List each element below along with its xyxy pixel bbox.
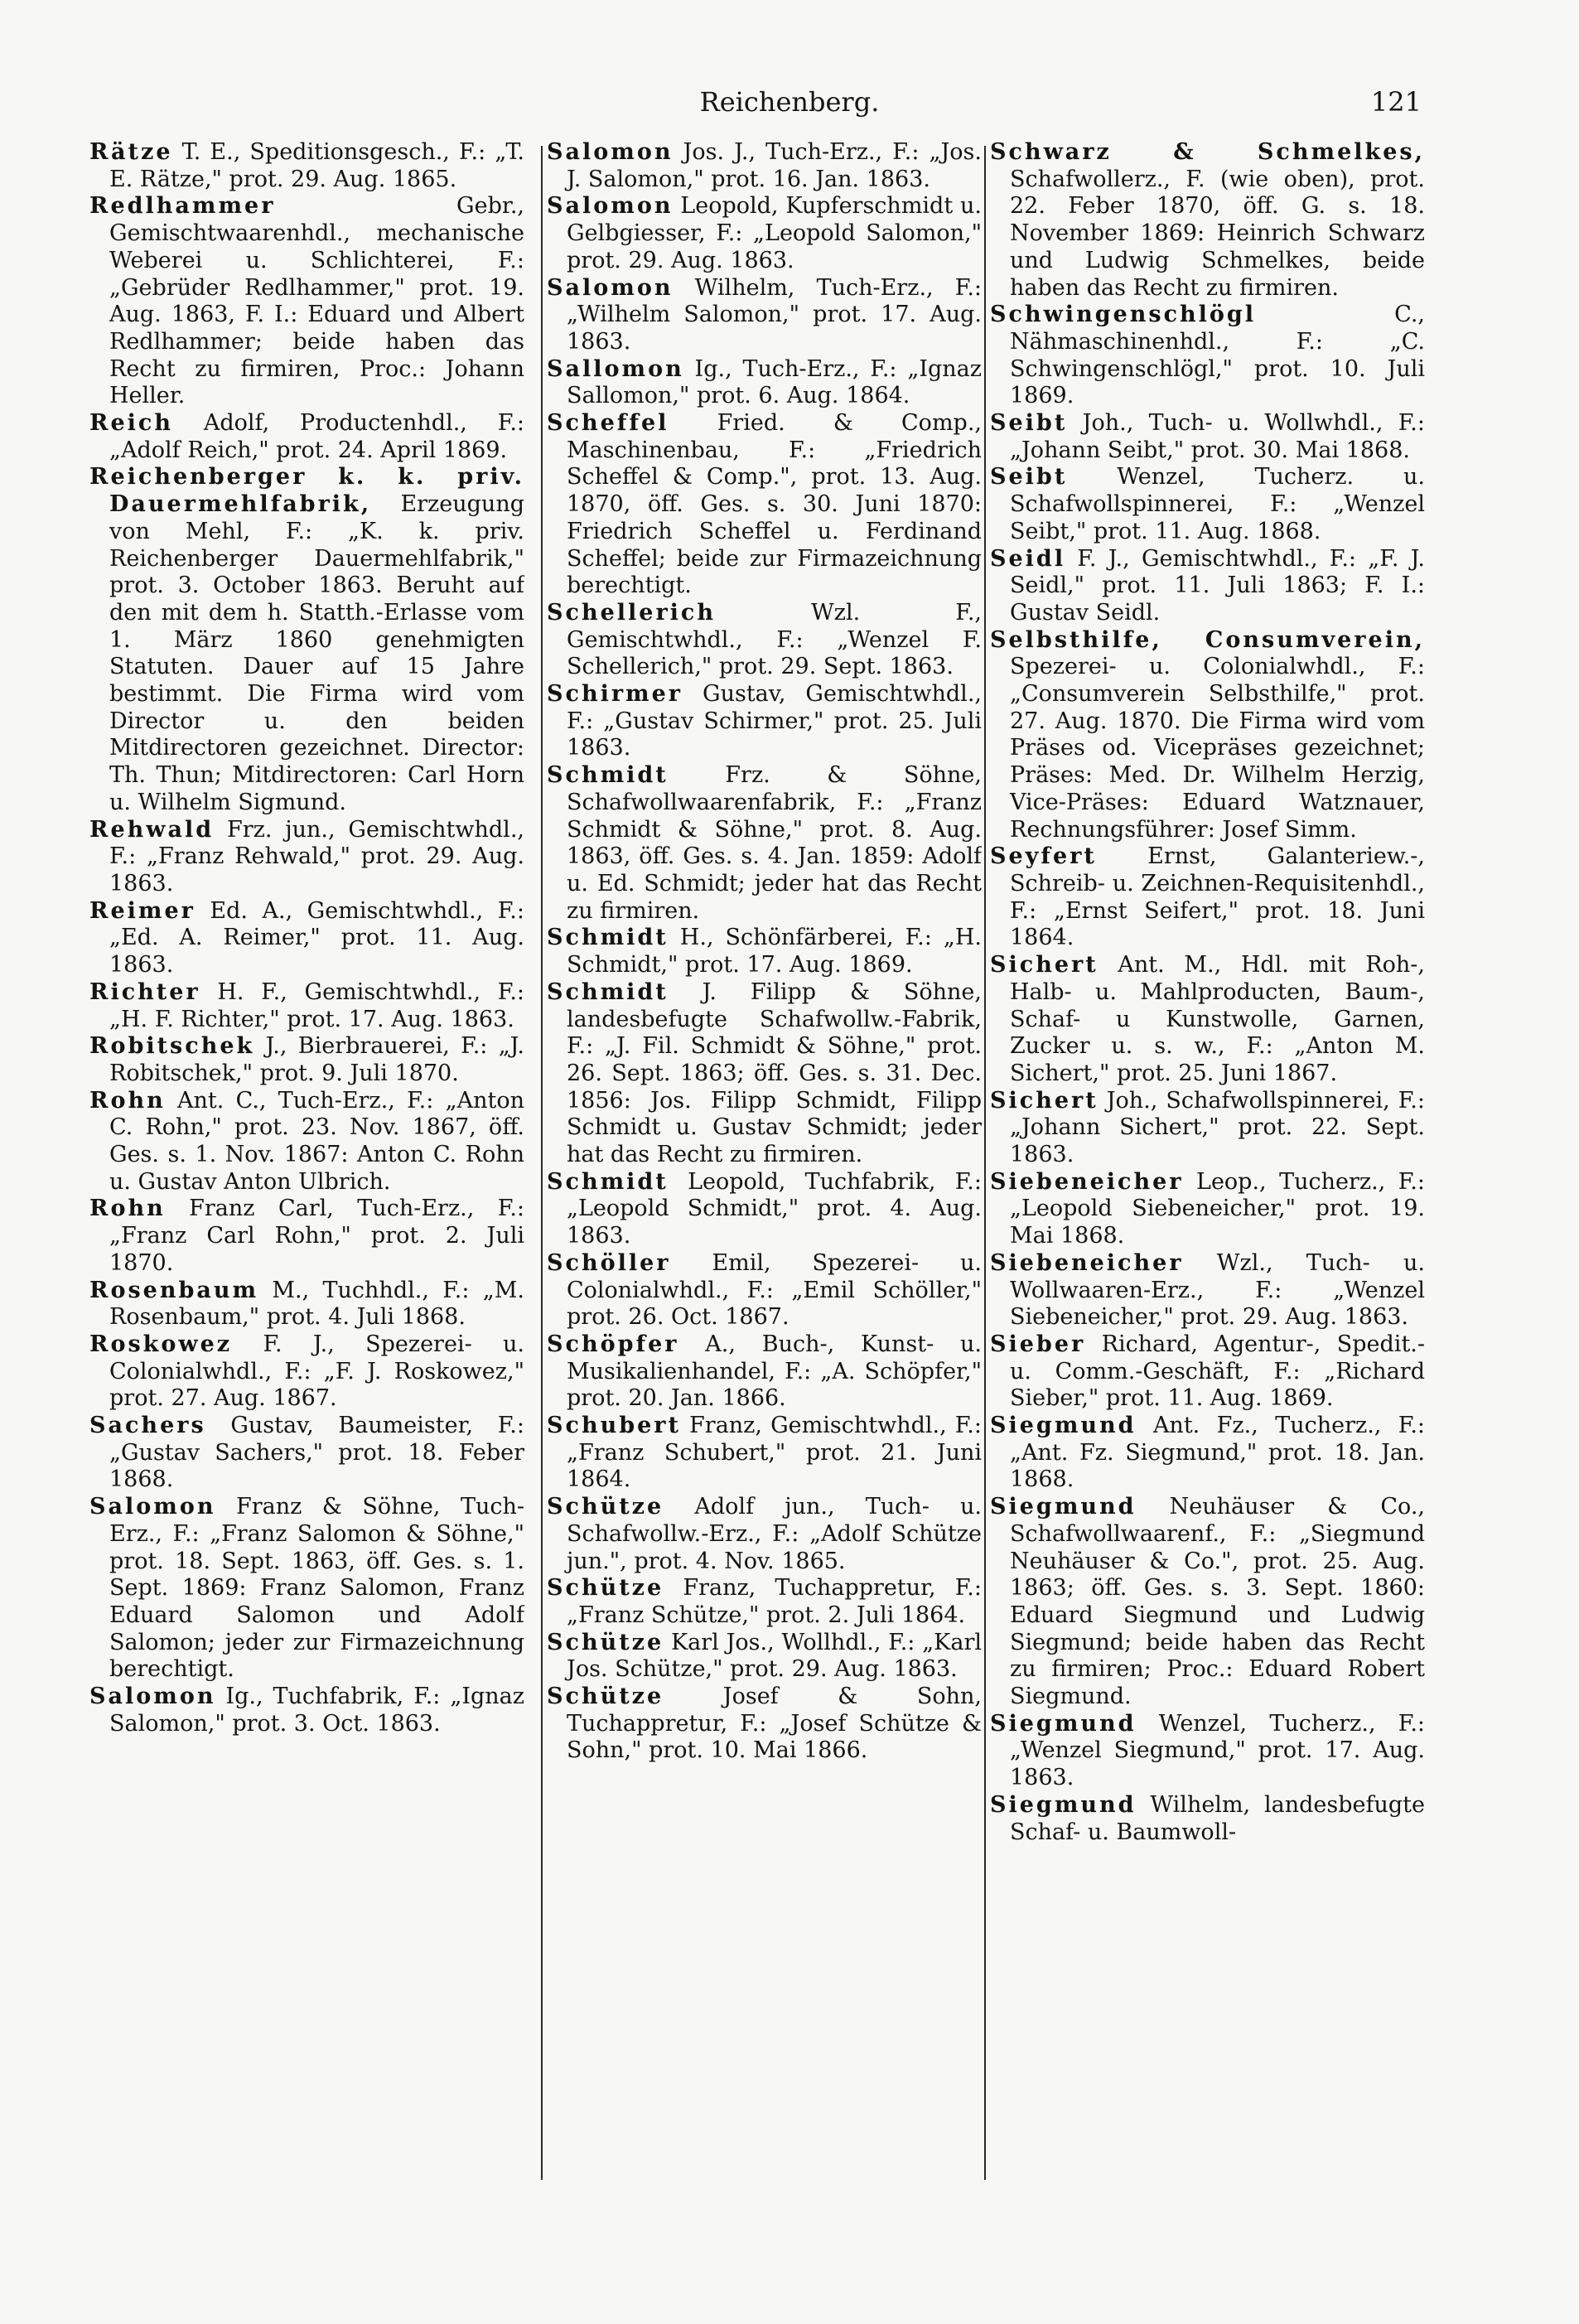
entry-name: Sichert bbox=[990, 1087, 1099, 1114]
directory-entry bbox=[990, 139, 1425, 302]
entry-text: Schafwollerz., F. (wie oben), prot. 22. Feber 1870, öff. G. s. 18. November 1869: Heinrich Schwarz und Ludwig Schmelkes, beide haben das Recht zu firmiren. bbox=[1010, 166, 1425, 301]
entry-name: Roskowez bbox=[89, 1331, 233, 1357]
directory-entry bbox=[89, 410, 524, 464]
entry-text: A., Buch-, Kunst- u. Musikalienhandel, F.: „A. Schöpfer," prot. 20. Jan. 1866. bbox=[567, 1331, 982, 1412]
directory-entry bbox=[89, 979, 524, 1033]
directory-entry bbox=[547, 979, 982, 1169]
entry-text: Leopold, Kupferschmidt u. Gelbgiesser, F.: „Leopold Salomon," prot. 29. Aug. 1863. bbox=[567, 193, 982, 273]
entry-name: Sichert bbox=[990, 952, 1099, 978]
directory-entry bbox=[89, 464, 524, 816]
directory-entry bbox=[547, 600, 982, 681]
entry-name: Reichenberger k. k. priv. Dauermehlfabrik, bbox=[89, 464, 524, 518]
entry-text: Ant. Fz., Tucherz., F.: „Ant. Fz. Siegmund," prot. 18. Jan. 1868. bbox=[1010, 1413, 1425, 1493]
entry-text: Josef & Sohn, Tuchappretur, F.: „Josef Schütze & Sohn," prot. 10. Mai 1866. bbox=[567, 1684, 982, 1764]
directory-entry bbox=[547, 1684, 982, 1765]
directory-entry bbox=[89, 1033, 524, 1087]
entry-text: F. J., Gemischtwhdl., F.: „F. J. Seidl," prot. 11. Juli 1863; F. I.: Gustav Seidl. bbox=[1010, 545, 1425, 626]
entry-name: Siegmund bbox=[990, 1791, 1137, 1818]
entry-name: Rosenbaum bbox=[89, 1277, 259, 1303]
entry-name: Schmidt bbox=[547, 978, 669, 1005]
directory-entry bbox=[990, 627, 1425, 844]
entry-name: Scheffel bbox=[547, 410, 669, 437]
directory-entry bbox=[990, 1169, 1425, 1250]
entry-text: Neuhäuser & Co., Schafwollwaarenf., F.: „Siegmund Neuhäuser & Co.", prot. 25. Aug. 1863; öff. Ges. s. 3. Sept. 1860: Eduard Siegmund und Ludwig Siegmund; beide haben das Recht zu firmiren; Proc.: Eduard Robert Siegmund. bbox=[1010, 1494, 1425, 1710]
directory-entry bbox=[990, 1792, 1425, 1846]
entry-name: Schwarz & Schmelkes, bbox=[990, 139, 1425, 165]
directory-entry bbox=[990, 1494, 1425, 1711]
column-2 bbox=[547, 139, 982, 2186]
entry-text: Wenzel, Tucherz., F.: „Wenzel Siegmund," prot. 17. Aug. 1863. bbox=[1010, 1710, 1425, 1791]
entry-text: Jos. J., Tuch-Erz., F.: „Jos. J. Salomon," prot. 16. Jan. 1863. bbox=[567, 139, 982, 192]
directory-entry bbox=[547, 681, 982, 762]
entry-text: H. F., Gemischtwhdl., F.: „H. F. Richter," prot. 17. Aug. 1863. bbox=[109, 978, 524, 1032]
entry-text: Franz, Tuchappretur, F.: „Franz Schütze," prot. 2. Juli 1864. bbox=[567, 1575, 982, 1628]
column-divider bbox=[984, 146, 986, 2180]
entry-name: Rehwald bbox=[89, 816, 215, 843]
directory-entry bbox=[990, 1711, 1425, 1792]
entry-name: Siebeneicher bbox=[990, 1249, 1184, 1276]
entry-text: Gebr., Gemischtwaarenhdl., mechanische Weberei u. Schlichterei, F.: „Gebrüder Redlhammer," prot. 19. Aug. 1863, F. I.: Eduard und Albert Redlhammer; beide haben das Recht zu firmiren, Proc.: Johann Heller. bbox=[109, 193, 524, 409]
directory-entry bbox=[547, 275, 982, 356]
directory-entry bbox=[89, 193, 524, 410]
entry-name: Salomon bbox=[89, 1684, 216, 1710]
entry-text: Ig., Tuch-Erz., F.: „Ignaz Sallomon," prot. 6. Aug. 1864. bbox=[567, 355, 982, 409]
entry-text: Erzeugung von Mehl, F.: „K. k. priv. Reichenberger Dauermehlfabrik," prot. 3. October 1863. Beruht auf den mit dem h. Statth.-Erlasse vom 1. März 1860 genehmigten Statuten. Dauer auf 15 Jahre bestimmt. Die Firma wird vom Director u. den beiden Mitdirectoren gezeichnet. Director: Th. Thun; Mitdirectoren: Carl Horn u. Wilhelm Sigmund. bbox=[109, 491, 524, 815]
directory-entry bbox=[547, 1331, 982, 1413]
entry-text: Fried. & Comp., Maschinenbau, F.: „Friedrich Scheffel & Comp.", prot. 13. Aug. 1870, öff. Ges. s. 30. Juni 1870: Friedrich Scheffel u. Ferdinand Scheffel; beide zur Firmazeichnung berechtigt. bbox=[567, 410, 982, 599]
entry-name: Siebeneicher bbox=[990, 1168, 1184, 1195]
entry-text: F. J., Spezerei- u. Colonialwhdl., F.: „F. J. Roskowez," prot. 27. Aug. 1867. bbox=[109, 1331, 524, 1412]
entry-text: Frz. & Söhne, Schafwollwaarenfabrik, F.: „Franz Schmidt & Söhne," prot. 8. Aug. 1863, öff. Ges. s. 4. Jan. 1859: Adolf u. Ed. Schmidt; jeder hat das Recht zu firmiren. bbox=[567, 762, 982, 924]
entry-name: Salomon bbox=[547, 193, 674, 220]
page-title: Reichenberg. bbox=[699, 86, 880, 118]
entry-name: Salomon bbox=[547, 274, 674, 301]
directory-entry bbox=[547, 1494, 982, 1575]
entry-name: Reimer bbox=[89, 897, 196, 924]
entry-name: Rohn bbox=[89, 1087, 166, 1114]
directory-entry bbox=[990, 843, 1425, 952]
entry-name: Schirmer bbox=[547, 681, 683, 708]
entry-text: Adolf, Productenhdl., F.: „Adolf Reich," prot. 24. April 1869. bbox=[109, 410, 524, 463]
entry-name: Richter bbox=[89, 978, 200, 1005]
entry-name: Schubert bbox=[547, 1413, 681, 1439]
directory-entry bbox=[547, 1630, 982, 1684]
entry-name: Salomon bbox=[89, 1494, 216, 1520]
entry-name: Sachers bbox=[89, 1413, 206, 1439]
directory-entry bbox=[547, 762, 982, 925]
entry-text: Frz. jun., Gemischtwhdl., F.: „Franz Rehwald," prot. 29. Aug. 1863. bbox=[109, 816, 524, 896]
entry-name: Seibt bbox=[990, 464, 1068, 490]
entry-text: Wzl. F., Gemischtwhdl., F.: „Wenzel F. Schellerich," prot. 29. Sept. 1863. bbox=[567, 599, 982, 680]
column-3 bbox=[990, 139, 1425, 2186]
directory-entry bbox=[89, 898, 524, 979]
entry-text: T. E., Speditionsgesch., F.: „T. E. Rätze," prot. 29. Aug. 1865. bbox=[109, 139, 524, 192]
entry-name: Seyfert bbox=[990, 843, 1097, 870]
entry-text: Wilhelm, landesbefugte Schaf- u. Baumwoll- bbox=[1010, 1791, 1425, 1845]
directory-entry bbox=[990, 1250, 1425, 1331]
entry-text: Spezerei- u. Colonialwhdl., F.: „Consumverein Selbsthilfe," prot. 27. Aug. 1870. Die Firma wird vom Präses od. Vicepräses gezeichnet; Präses: Med. Dr. Wilhelm Herzig, Vice-Präses: Eduard Watznauer, Rechnungsführer: Josef Simm. bbox=[1010, 654, 1425, 843]
entry-name: Rätze bbox=[89, 139, 173, 165]
entry-text: Ed. A., Gemischtwhdl., F.: „Ed. A. Reimer," prot. 11. Aug. 1863. bbox=[109, 897, 524, 978]
directory-entry bbox=[547, 193, 982, 274]
entry-name: Robitschek bbox=[89, 1033, 255, 1060]
entry-text: Richard, Agentur-, Spedit.- u. Comm.-Geschäft, F.: „Richard Sieber," prot. 11. Aug. 1869. bbox=[1010, 1331, 1425, 1412]
entry-name: Schwingenschlögl bbox=[990, 302, 1257, 328]
entry-text: Adolf jun., Tuch- u. Schafwollw.-Erz., F.: „Adolf Schütze jun.", prot. 4. Nov. 1865. bbox=[567, 1494, 982, 1574]
entry-text: Franz & Söhne, Tuch-Erz., F.: „Franz Salomon & Söhne," prot. 18. Sept. 1863, öff. Ges. s. 1. Sept. 1869: Franz Salomon, Franz Eduard Salomon und Adolf Salomon; jeder zur Firmazeichnung berechtigt. bbox=[109, 1494, 524, 1683]
directory-entry bbox=[89, 1413, 524, 1494]
entry-text: Gustav, Gemischtwhdl., F.: „Gustav Schirmer," prot. 25. Juli 1863. bbox=[567, 681, 982, 761]
directory-entry bbox=[89, 1331, 524, 1413]
directory-entry bbox=[990, 1413, 1425, 1494]
entry-text: Joh., Tuch- u. Wollwhdl., F.: „Johann Seibt," prot. 30. Mai 1868. bbox=[1010, 410, 1425, 463]
entry-text: Wzl., Tuch- u. Wollwaaren-Erz., F.: „Wenzel Siebeneicher," prot. 29. Aug. 1863. bbox=[1010, 1249, 1425, 1331]
entry-name: Redlhammer bbox=[89, 193, 276, 220]
directory-entry bbox=[547, 1575, 982, 1629]
entry-text: M., Tuchhdl., F.: „M. Rosenbaum," prot. 4. Juli 1868. bbox=[109, 1277, 524, 1331]
directory-entry bbox=[990, 1331, 1425, 1413]
entry-text: C., Nähmaschinenhdl., F.: „C. Schwingenschlögl," prot. 10. Juli 1869. bbox=[1010, 302, 1425, 409]
column-divider bbox=[541, 146, 543, 2180]
entry-text: Wilhelm, Tuch-Erz., F.: „Wilhelm Salomon," prot. 17. Aug. 1863. bbox=[567, 274, 982, 355]
directory-entry bbox=[990, 546, 1425, 627]
entry-name: Schöpfer bbox=[547, 1331, 679, 1357]
directory-entry bbox=[547, 356, 982, 410]
entry-name: Schütze bbox=[547, 1575, 664, 1602]
entry-name: Schütze bbox=[547, 1684, 664, 1710]
directory-entry bbox=[547, 1250, 982, 1331]
page-number: 121 bbox=[1370, 86, 1422, 118]
entry-name: Seibt bbox=[990, 410, 1068, 437]
entry-name: Siegmund bbox=[990, 1494, 1137, 1520]
entry-text: J., Bierbrauerei, F.: „J. Robitschek," prot. 9. Juli 1870. bbox=[109, 1033, 524, 1086]
directory-columns bbox=[89, 139, 1425, 2186]
directory-entry bbox=[547, 139, 982, 193]
directory-entry bbox=[990, 410, 1425, 464]
entry-name: Siegmund bbox=[990, 1413, 1137, 1439]
directory-entry bbox=[990, 952, 1425, 1088]
page-header bbox=[0, 80, 1579, 129]
directory-entry bbox=[89, 1196, 524, 1277]
entry-text: Leopold, Tuchfabrik, F.: „Leopold Schmidt," prot. 4. Aug. 1863. bbox=[567, 1168, 982, 1249]
entry-name: Schellerich bbox=[547, 599, 716, 626]
entry-name: Siegmund bbox=[990, 1710, 1137, 1737]
column-1 bbox=[89, 139, 524, 2186]
entry-text: Karl Jos., Wollhdl., F.: „Karl Jos. Schütze," prot. 29. Aug. 1863. bbox=[567, 1629, 982, 1683]
entry-text: Wenzel, Tucherz. u. Schafwollspinnerei, F.: „Wenzel Seibt," prot. 11. Aug. 1868. bbox=[1010, 464, 1425, 544]
entry-name: Schmidt bbox=[547, 925, 669, 951]
directory-entry bbox=[547, 1169, 982, 1250]
entry-text: Ernst, Galanteriew.-, Schreib- u. Zeichnen-Requisitenhdl., F.: „Ernst Seifert," prot. 18. Juni 1864. bbox=[1010, 843, 1425, 951]
entry-name: Sallomon bbox=[547, 355, 684, 382]
entry-text: Franz, Gemischtwhdl., F.: „Franz Schubert," prot. 21. Juni 1864. bbox=[567, 1413, 982, 1493]
directory-entry bbox=[89, 1088, 524, 1196]
entry-name: Schöller bbox=[547, 1249, 671, 1276]
directory-entry bbox=[89, 139, 524, 193]
entry-text: Franz Carl, Tuch-Erz., F.: „Franz Carl Rohn," prot. 2. Juli 1870. bbox=[109, 1196, 524, 1276]
entry-text: Gustav, Baumeister, F.: „Gustav Sachers," prot. 18. Feber 1868. bbox=[109, 1413, 524, 1493]
entry-text: Ig., Tuchfabrik, F.: „Ignaz Salomon," prot. 3. Oct. 1863. bbox=[109, 1684, 524, 1737]
directory-entry bbox=[990, 1088, 1425, 1169]
entry-name: Seidl bbox=[990, 545, 1066, 572]
directory-entry bbox=[547, 410, 982, 600]
entry-name: Selbsthilfe, Consumverein, bbox=[990, 626, 1425, 653]
entry-text: H., Schönfärberei, F.: „H. Schmidt," prot. 17. Aug. 1869. bbox=[567, 925, 982, 978]
entry-name: Schütze bbox=[547, 1494, 664, 1520]
directory-entry bbox=[89, 817, 524, 898]
directory-entry bbox=[990, 464, 1425, 545]
directory-entry bbox=[89, 1684, 524, 1737]
entry-name: Sieber bbox=[990, 1331, 1086, 1357]
entry-text: J. Filipp & Söhne, landesbefugte Schafwollw.-Fabrik, F.: „J. Fil. Schmidt & Söhne," prot. 26. Sept. 1863; öff. Ges. s. 31. Dec. 1856: Jos. Filipp Schmidt, Filipp Schmidt u. Gustav Schmidt; jeder hat das Recht zu firmiren. bbox=[567, 978, 982, 1168]
entry-name: Schmidt bbox=[547, 762, 669, 789]
directory-entry bbox=[89, 1278, 524, 1331]
entry-name: Reich bbox=[89, 410, 173, 437]
entry-text: Leop., Tucherz., F.: „Leopold Siebeneicher," prot. 19. Mai 1868. bbox=[1010, 1168, 1425, 1249]
entry-name: Schmidt bbox=[547, 1168, 669, 1195]
directory-entry bbox=[547, 925, 982, 978]
entry-text: Ant. C., Tuch-Erz., F.: „Anton C. Rohn," prot. 23. Nov. 1867, öff. Ges. s. 1. Nov. 1867: Anton C. Rohn u. Gustav Anton Ulbrich. bbox=[109, 1087, 524, 1195]
directory-entry bbox=[89, 1494, 524, 1684]
directory-entry bbox=[547, 1413, 982, 1494]
entry-text: Joh., Schafwollspinnerei, F.: „Johann Sichert," prot. 22. Sept. 1863. bbox=[1010, 1087, 1425, 1168]
entry-name: Rohn bbox=[89, 1196, 166, 1222]
entry-name: Salomon bbox=[547, 139, 674, 165]
entry-text: Ant. M., Hdl. mit Roh-, Halb- u. Mahlproducten, Baum-, Schaf- u Kunstwolle, Garnen, Zucker u. s. w., F.: „Anton M. Sichert," prot. 25. Juni 1867. bbox=[1010, 952, 1425, 1086]
directory-entry bbox=[990, 302, 1425, 410]
entry-name: Schütze bbox=[547, 1629, 664, 1655]
entry-text: Emil, Spezerei- u. Colonialwhdl., F.: „Emil Schöller," prot. 26. Oct. 1867. bbox=[567, 1249, 982, 1331]
